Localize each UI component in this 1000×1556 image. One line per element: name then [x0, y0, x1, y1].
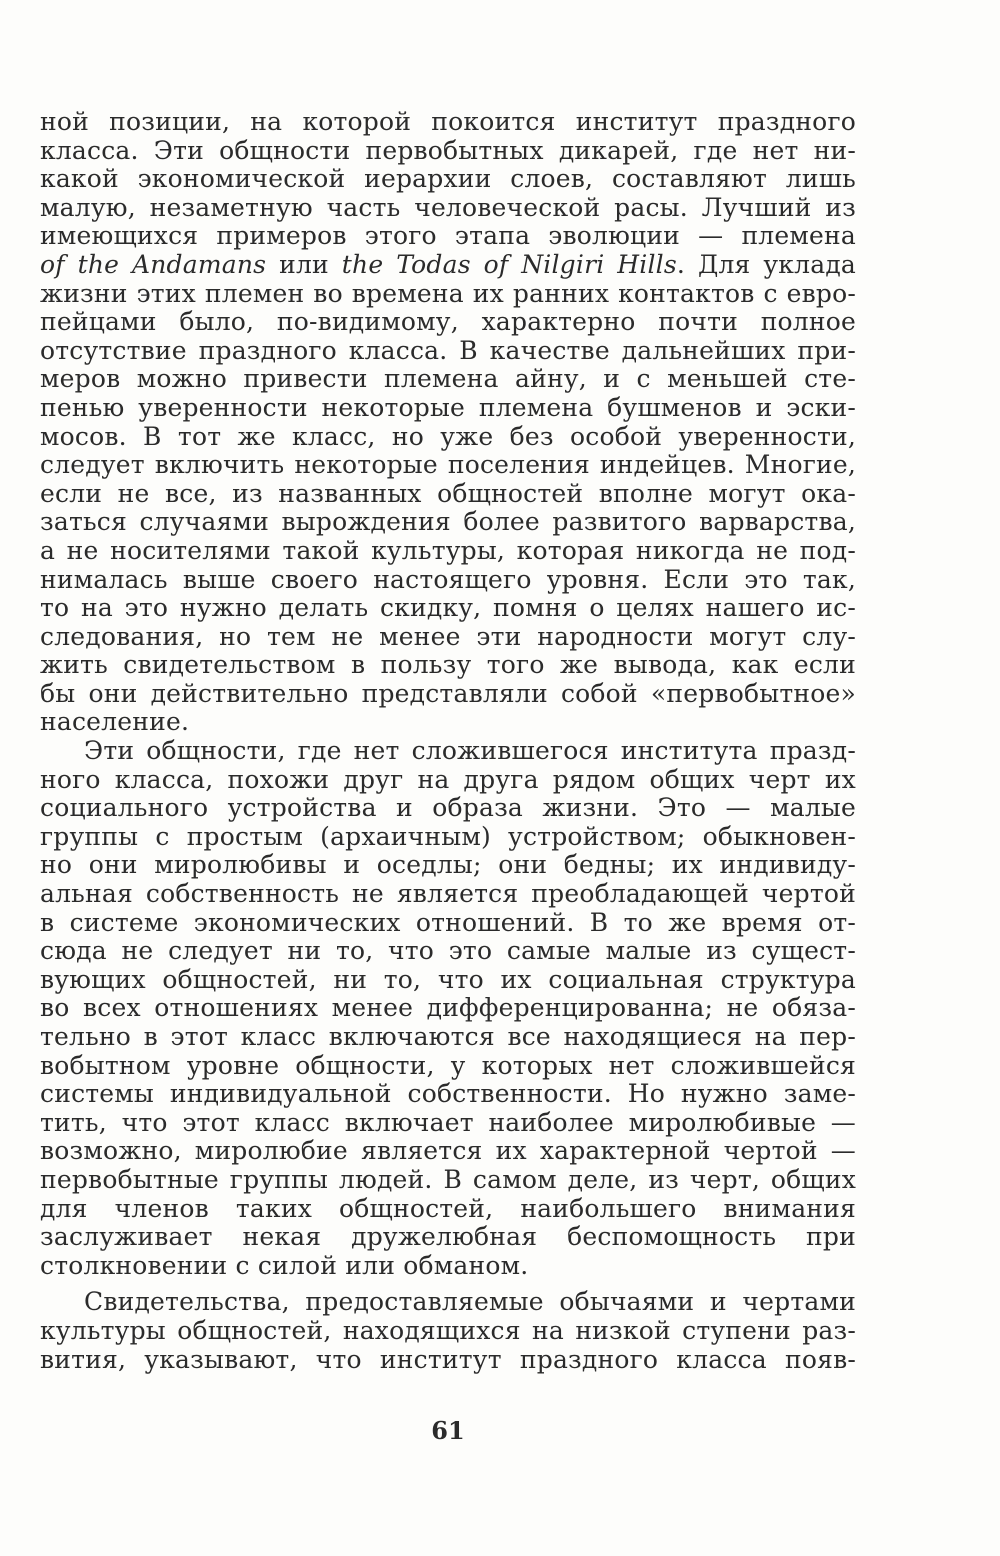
paragraph [40, 737, 856, 1280]
text-line: имеющихся примеров этого этапа эволюции — племена [40, 222, 856, 251]
paragraph-gap [40, 1280, 856, 1288]
text-line: первобытные группы людей. В самом деле, из черт, общих [40, 1165, 856, 1194]
plain-text: . Для уклада [676, 250, 856, 279]
text-line: социального устройства и образа жизни. Это — малые [40, 794, 856, 823]
text-line: во всех отношениях менее дифференцированна; не обяза- [40, 994, 856, 1023]
italic-text: of the Andamans [40, 250, 267, 279]
text-line: возможно, миролюбие является их характерной чертой — [40, 1137, 856, 1166]
text-line: группы с простым (архаичным) устройством; обыкновен- [40, 822, 856, 851]
text-line: мосов. В тот же класс, но уже без особой уверенности, [40, 422, 856, 451]
text-line: вующих общностей, ни то, что их социальная структура [40, 965, 856, 994]
text-line: бы они действительно представляли собой «первобытное» [40, 679, 856, 708]
text-line: вития, указывают, что институт праздного класса появ- [40, 1345, 856, 1374]
text-line: жить свидетельством в пользу того же вывода, как если [40, 651, 856, 680]
text-line: то на это нужно делать скидку, помня о целях нашего ис- [40, 594, 856, 623]
text-line: системы индивидуальной собственности. Но нужно заме- [40, 1080, 856, 1109]
text-line: тить, что этот класс включает наиболее миролюбивые — [40, 1108, 856, 1137]
text-line: ной позиции, на которой покоится институт праздного [40, 108, 856, 136]
text-line: население. [40, 708, 190, 737]
text-line: но они миролюбивы и оседлы; они бедны; их индивиду- [40, 851, 856, 880]
text-line: нималась выше своего настоящего уровня. Если это так, [40, 565, 856, 594]
body-text [40, 108, 856, 1374]
text-line: заться случаями вырождения более развитого варварства, [40, 508, 856, 537]
text-line: малую, незаметную часть человеческой расы. Лучший из [40, 193, 856, 222]
text-line: отсутствие праздного класса. В качестве дальнейших при- [40, 336, 856, 365]
text-line: следования, но тем не менее эти народности могут слу- [40, 622, 856, 651]
text-line: столкновении с силой или обманом. [40, 1251, 529, 1280]
paragraph [40, 1288, 856, 1374]
paragraph [40, 108, 856, 737]
text-line: класса. Эти общности первобытных дикарей, где нет ни- [40, 136, 856, 165]
text-line: следует включить некоторые поселения индейцев. Многие, [40, 451, 856, 480]
plain-text: или [266, 250, 342, 279]
text-line: культуры общностей, находящихся на низкой ступени раз- [40, 1316, 856, 1345]
text-line: альная собственность не является преобладающей чертой [40, 880, 856, 909]
text-line: вобытном уровне общности, у которых нет сложившейся [40, 1051, 856, 1080]
text-line: ного класса, похожи друг на друга рядом общих черт их [40, 765, 856, 794]
text-line: Свидетельства, предоставляемые обычаями и чертами [84, 1288, 856, 1317]
text-line: жизни этих племен во времена их ранних контактов с евро- [40, 279, 856, 308]
text-line: сюда не следует ни то, что это самые малые из сущест- [40, 937, 856, 966]
page-number: 61 [431, 1416, 465, 1445]
text-line: пейцами было, по-видимому, характерно почти полное [40, 308, 856, 337]
text-line: если не все, из названных общностей вполне могут ока- [40, 479, 856, 508]
text-line: тельно в этот класс включаются все находящиеся на пер- [40, 1023, 856, 1051]
text-line: в системе экономических отношений. В то же время от- [40, 908, 856, 937]
text-line: пенью уверенности некоторые племена бушменов и эски- [40, 393, 856, 422]
text-line: меров можно привести племена айну, и с меньшей сте- [40, 365, 856, 394]
text-line: Эти общности, где нет сложившегося института празд- [84, 737, 856, 766]
text-line: какой экономической иерархии слоев, составляют лишь [40, 165, 856, 194]
text-line-mixed [40, 251, 856, 280]
text-line: заслуживает некая дружелюбная беспомощность при [40, 1223, 856, 1252]
text-line: для членов таких общностей, наибольшего внимания [40, 1194, 856, 1223]
italic-text: the Todas of Nilgiri Hills [341, 250, 677, 279]
text-line: а не носителями такой культуры, которая никогда не под- [40, 536, 856, 565]
